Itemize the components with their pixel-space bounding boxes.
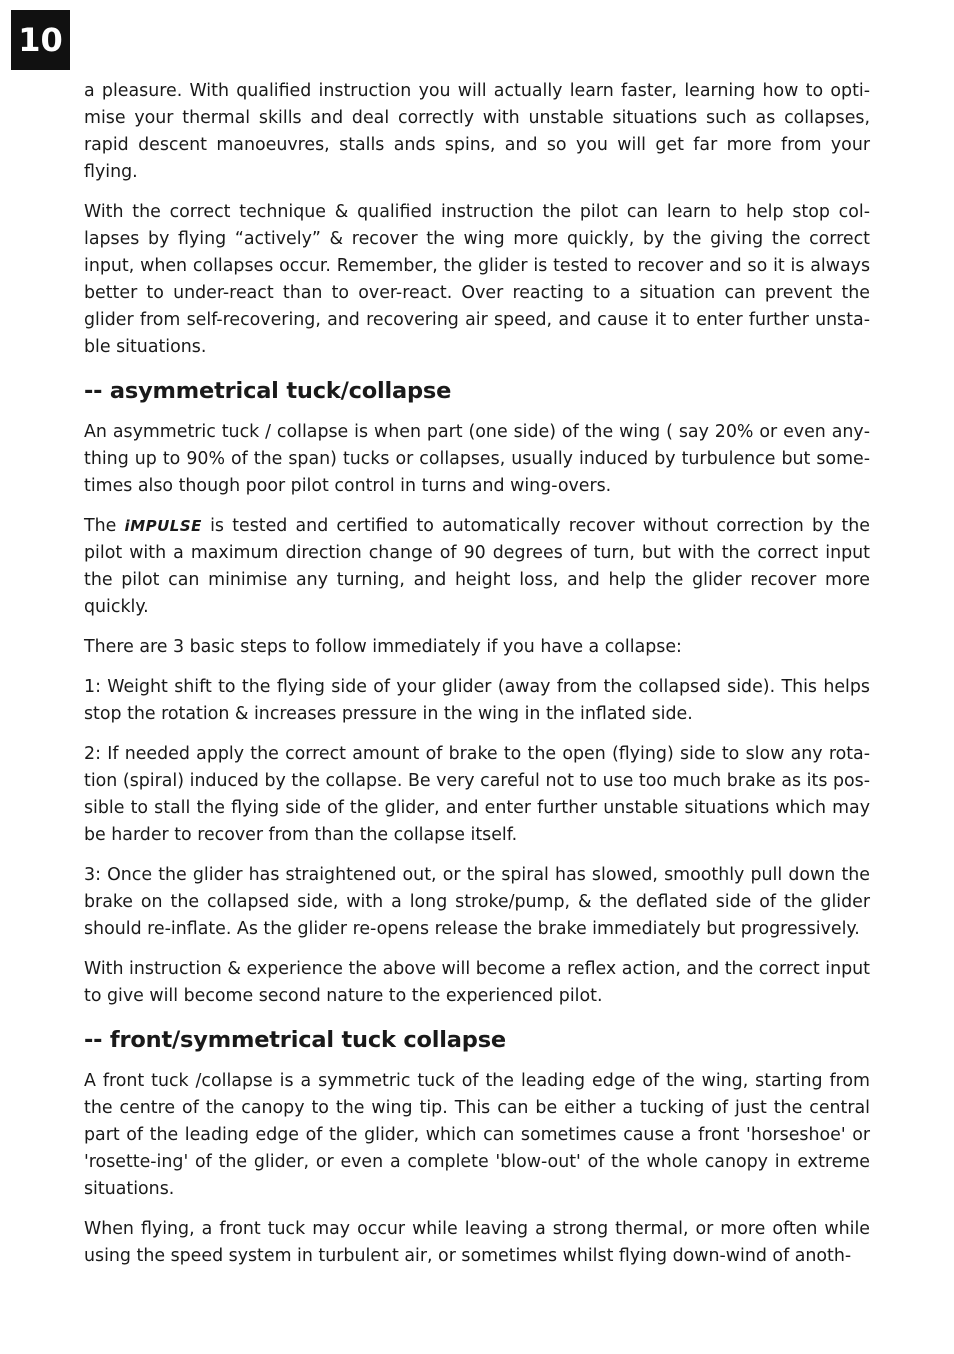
paragraph: When flying, a front tuck may occur while leaving a strong thermal, or more often while using the speed system in turbulent air, or sometimes whilst flying down-wind of anoth-	[84, 1219, 870, 1266]
section-heading-asymmetrical: -- asymmetrical tuck/collapse	[84, 378, 452, 404]
step-number: 2	[84, 744, 96, 764]
text: is tested and certified to automatically recover without correction by the pilot with a maximum direction change of 90 degrees of turn, but with the correct input the pilot can minimise any turning, and height loss, and help the glider recover more quickly.	[84, 516, 871, 617]
impulse-paragraph	[84, 513, 870, 621]
paragraph: With the correct technique & qualified instruction the pilot can learn to help stop collapses by flying “actively” & recover the wing more quickly, by the giving the correct input, when collapses occur. Remember, the glider is tested to recover and so it is always better to under-react than to over-react. Over reacting to a situation can prevent the glider from self-recovering, and recovering air speed, and cause it to enter further unstable situations.	[84, 202, 870, 357]
step-item	[84, 741, 870, 849]
step-text: : Once the glider has straightened out, or the spiral has slowed, smoothly pull down the brake on the collapsed side, with a long stroke/pump, & the deflated side of the glider should re-inflate. As the glider re-opens release the brake immediately but progressively.	[84, 865, 870, 939]
paragraph: An asymmetric tuck / collapse is when part (one side) of the wing ( say 20% or even anything up to 90% of the span) tucks or collapses, usually induced by turbulence but sometimes also though poor pilot control in turns and wing-overs.	[84, 422, 870, 496]
steps-intro: There are 3 basic steps to follow immediately if you have a collapse:	[84, 637, 682, 657]
paragraph: With instruction & experience the above will become a reflex action, and the correct input to give will become second nature to the experienced pilot.	[84, 959, 870, 1006]
step-item	[84, 862, 870, 943]
paragraph: A front tuck /collapse is a symmetric tuck of the leading edge of the wing, starting from the centre of the canopy to the wing tip. This can be either a tucking of just the central part of the leading edge of the glider, which can sometimes cause a front 'horseshoe' or 'rosette-ing' of the glider, or even a complete 'blow-out' of the whole canopy in extreme situations.	[84, 1071, 870, 1199]
paragraph: a pleasure. With qualified instruction you will actually learn faster, learning how to optimise your thermal skills and deal correctly with unstable situations such as collapses, rapid descent manoeuvres, stalls ands spins, and so you will get far more from your flying.	[84, 81, 870, 182]
impulse-brand-logo: iMPULSE	[124, 517, 202, 535]
step-text: : If needed apply the correct amount of brake to the open (flying) side to slow any rotation (spiral) induced by the collapse. Be very careful not to use too much brake as its possible to stall the flying side of the glider, and enter further unstable situations which may be harder to recover from than the collapse itself.	[84, 744, 870, 845]
page-number: 10	[11, 10, 70, 70]
document-body	[84, 78, 870, 1283]
text: The	[84, 516, 125, 536]
section-heading-front: -- front/symmetrical tuck collapse	[84, 1027, 506, 1053]
step-number: 3	[84, 865, 96, 885]
step-item	[84, 674, 870, 728]
step-text: : Weight shift to the flying side of your glider (away from the collapsed side). This helps stop the rotation & increases pressure in the wing in the inflated side.	[84, 677, 870, 724]
step-number: 1	[84, 677, 96, 697]
